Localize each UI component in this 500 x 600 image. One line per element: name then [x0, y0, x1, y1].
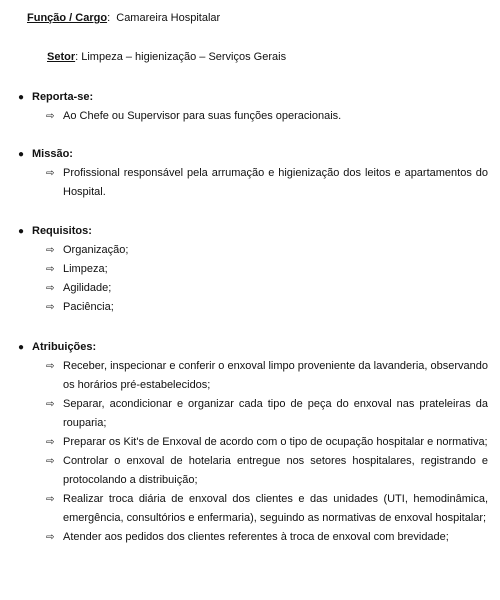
section-title-row — [18, 222, 488, 241]
outline-right-arrow-icon: ⇨ — [46, 532, 55, 543]
outline-right-arrow-icon: ⇨ — [46, 494, 55, 505]
outline-right-arrow-icon: ⇨ — [46, 168, 55, 179]
section-item-list — [18, 164, 488, 202]
bullet-dot-icon: ● — [18, 92, 25, 103]
section-missao — [18, 145, 488, 202]
list-item — [18, 107, 488, 126]
section-reporta-se — [18, 88, 488, 126]
list-item — [18, 298, 488, 317]
section-title-row — [18, 338, 488, 357]
list-item — [18, 452, 488, 490]
outline-right-arrow-icon: ⇨ — [46, 361, 55, 372]
list-item — [18, 395, 488, 433]
section-atribuicoes — [18, 338, 488, 547]
list-item-text: Limpeza; — [63, 263, 108, 275]
setor-separator: : — [75, 51, 79, 63]
section-item-list — [18, 241, 488, 317]
list-item-text: Paciência; — [63, 301, 114, 313]
funcao-separator: : — [107, 12, 111, 24]
list-item-text: Controlar o enxoval de hotelaria entregue nos setores hospitalares, registrando e protocolando a distribuição; — [63, 455, 488, 486]
list-item-text: Ao Chefe ou Supervisor para suas funções operacionais. — [63, 110, 342, 122]
section-title-row — [18, 88, 488, 107]
section-title: Atribuições: — [32, 341, 97, 353]
list-item — [18, 241, 488, 260]
section-title: Reporta-se: — [32, 91, 94, 103]
list-item — [18, 260, 488, 279]
setor-label: Setor — [47, 51, 76, 63]
list-item-text: Profissional responsável pela arrumação e higienização dos leitos e apartamentos do Hospital. — [63, 167, 488, 198]
outline-right-arrow-icon: ⇨ — [46, 111, 55, 122]
funcao-label: Função / Cargo — [27, 12, 108, 24]
outline-right-arrow-icon: ⇨ — [46, 245, 55, 256]
outline-right-arrow-icon: ⇨ — [46, 302, 55, 313]
section-title: Requisitos: — [32, 225, 92, 237]
list-item-text: Realizar troca diária de enxoval dos clientes e das unidades (UTI, hemodinâmica, emergência, consultórios e enfermaria), seguindo as normativas de enxoval hospitalar; — [63, 493, 488, 524]
list-item — [18, 490, 488, 528]
list-item-text: Receber, inspecionar e conferir o enxoval limpo proveniente da lavanderia, observando os horários pré-estabelecidos; — [63, 360, 488, 391]
outline-right-arrow-icon: ⇨ — [46, 399, 55, 410]
funcao-value: Camareira Hospitalar — [116, 12, 221, 24]
list-item — [18, 164, 488, 202]
list-item-text: Organização; — [63, 244, 129, 256]
section-item-list — [18, 357, 488, 547]
section-title-row — [18, 145, 488, 164]
outline-right-arrow-icon: ⇨ — [46, 437, 55, 448]
list-item-text: Preparar os Kit's de Enxoval de acordo com o tipo de ocupação hospitalar e normativa; — [63, 436, 488, 448]
section-requisitos — [18, 222, 488, 317]
list-item-text: Atender aos pedidos dos clientes referentes à troca de enxoval com brevidade; — [63, 531, 449, 543]
setor-line — [47, 51, 286, 63]
list-item — [18, 279, 488, 298]
outline-right-arrow-icon: ⇨ — [46, 283, 55, 294]
bullet-dot-icon: ● — [18, 342, 25, 353]
list-item — [18, 357, 488, 395]
list-item-text: Agilidade; — [63, 282, 112, 294]
setor-value: Limpeza – higienização – Serviços Gerais — [81, 51, 287, 63]
list-item — [18, 528, 488, 547]
bullet-dot-icon: ● — [18, 149, 25, 160]
funcao-line — [27, 12, 220, 24]
list-item — [18, 433, 488, 452]
bullet-dot-icon: ● — [18, 226, 25, 237]
list-item-text: Separar, acondicionar e organizar cada tipo de peça do enxoval nas prateleiras da rouparia; — [63, 398, 488, 429]
outline-right-arrow-icon: ⇨ — [46, 264, 55, 275]
section-item-list — [18, 107, 488, 126]
outline-right-arrow-icon: ⇨ — [46, 456, 55, 467]
section-title: Missão: — [32, 148, 73, 160]
